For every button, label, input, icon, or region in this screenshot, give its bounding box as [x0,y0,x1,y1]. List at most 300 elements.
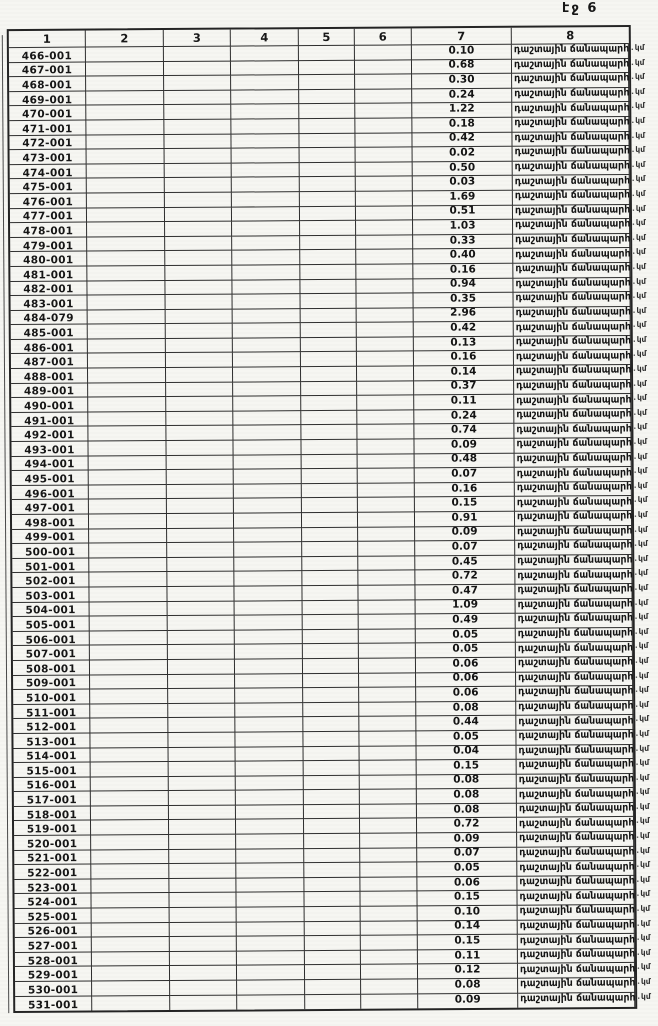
row-unit-label: . կմ [631,43,645,52]
empty-cell [236,878,304,893]
row-value: 0.68 [448,58,475,72]
empty-cell [360,775,417,790]
empty-cell [89,558,167,573]
empty-cell [169,835,236,850]
empty-cell [358,556,415,571]
row-description-cell [514,365,631,380]
row-id-cell [10,179,87,194]
row-unit-label: . կմ [634,451,648,460]
row-id: 531-001 [28,999,79,1012]
row-id: 492-001 [24,429,75,442]
empty-cell [302,469,358,484]
row-description: դաշտային ճանապարհ [514,145,630,158]
row-value-cell [417,760,517,775]
row-description: դաշտային ճանապարհ [513,58,630,71]
row-description-cell [518,978,635,993]
row-description: դաշտային ճանապարհ [514,116,630,129]
row-value-cell [417,847,517,862]
row-unit-label: . կմ [635,700,649,709]
empty-cell [88,354,166,369]
empty-cell [168,645,235,660]
empty-cell [359,731,416,746]
row-id-cell [13,719,90,734]
row-unit-label: . կմ [634,466,648,475]
empty-cell [91,806,169,821]
row-id-cell [14,821,91,836]
empty-cell [360,804,417,819]
empty-cell [237,922,305,937]
row-id-cell [13,690,90,705]
row-description: դաշտային ճանապարհ [516,437,632,450]
row-unit-label: . կմ [636,875,650,884]
row-description-cell [513,204,630,219]
row-value: 0.09 [450,438,478,451]
row-value-cell [416,672,516,687]
row-unit-label: . կմ [632,247,646,256]
empty-cell [170,951,237,966]
row-unit-label: . կմ [633,335,647,344]
row-description-cell [512,117,629,132]
row-id: 501-001 [25,560,76,574]
row-value: 0.07 [451,467,478,480]
empty-cell [231,134,299,149]
row-id: 525-001 [27,910,78,924]
row-value: 1.69 [449,190,476,203]
empty-cell [89,587,167,602]
empty-cell [355,118,412,133]
empty-cell [233,309,301,324]
row-id-cell [14,836,91,851]
row-value: 0.08 [453,803,480,816]
empty-cell [302,586,358,601]
empty-cell [301,323,357,338]
empty-cell [232,221,300,236]
empty-cell [89,485,167,500]
row-value: 0.14 [450,365,477,378]
column-header-8: 8 [512,27,629,45]
row-id: 496-001 [24,487,76,501]
row-value-cell [416,687,516,702]
row-description-cell [516,701,633,716]
row-unit-label: . կմ [631,116,645,125]
row-value: 0.15 [454,934,481,947]
row-id-cell [10,150,87,165]
row-unit-label: . կմ [633,364,647,373]
empty-cell [358,527,415,542]
row-value: 0.06 [453,876,480,889]
row-id: 478-001 [22,225,74,238]
row-value: 0.42 [450,321,477,334]
row-id: 527-001 [27,940,79,953]
empty-cell [236,805,304,820]
row-id-cell [15,967,92,982]
empty-cell [234,513,302,528]
row-id: 487-001 [23,356,75,369]
row-value: 0.05 [453,861,480,874]
empty-cell [165,251,232,266]
empty-cell [305,921,361,936]
row-description: դաշտային ճանապարհ [519,890,635,902]
empty-cell [303,600,359,615]
empty-cell [358,483,415,498]
empty-cell [231,61,299,76]
row-id: 476-001 [22,195,74,209]
row-unit-label: . կմ [636,816,650,825]
row-unit-label: . կմ [634,510,648,519]
row-value: 0.16 [451,482,478,495]
row-description: դաշտային ճանապարհ [518,758,635,771]
row-unit-label: . կմ [637,962,651,971]
row-value-cell [413,264,513,279]
empty-cell [91,850,169,865]
empty-cell [232,280,300,295]
row-id: 479-001 [22,239,74,252]
row-unit-label: . կմ [635,714,649,723]
row-unit-label: . կմ [632,174,646,183]
row-id: 473-001 [22,152,73,165]
row-description: դաշտային ճանապարհ [517,598,633,611]
row-value-cell [412,59,512,74]
empty-cell [168,718,235,733]
row-description: դաշտային ճանապարհ [515,335,632,348]
row-value-cell [415,453,515,468]
empty-cell [302,484,358,499]
row-description: դաշտային ճանապարհ [517,612,634,625]
empty-cell [305,980,361,995]
empty-cell [235,688,303,703]
empty-cell [166,309,233,324]
row-description-cell [513,161,630,176]
row-value-cell [413,205,513,220]
empty-cell [233,353,301,368]
row-unit-label: . կմ [635,685,649,694]
row-value-cell [414,395,514,410]
empty-cell [357,396,414,411]
row-description: դաշտային ճանապարհ [519,860,635,873]
row-value-cell [417,789,517,804]
empty-cell [168,689,235,704]
row-description: դաշտային ճանապարհ [516,408,632,421]
empty-cell [86,135,164,150]
empty-cell [91,893,169,908]
empty-cell [92,908,170,923]
row-value-cell [416,658,516,673]
empty-cell [166,441,233,456]
empty-cell [357,366,414,381]
empty-cell [236,790,304,805]
row-value: 0.15 [453,759,480,772]
row-id: 530-001 [27,983,79,997]
empty-cell [305,994,361,1009]
row-unit-label: . կմ [633,349,647,358]
row-description: դաշտային ճանապարհ [516,510,633,523]
empty-cell [234,586,302,601]
row-description-cell [517,861,634,876]
column-header-5: 5 [299,29,355,46]
empty-cell [169,747,236,762]
row-id: 520-001 [26,837,78,851]
page-number-label: էջ 6 [562,1,599,16]
empty-cell [355,104,412,119]
row-id: 472-001 [22,137,73,150]
row-unit-label: . կմ [632,276,646,285]
row-value-cell [416,716,516,731]
row-value: 0.72 [453,817,480,830]
row-description-cell [518,920,635,935]
row-description-cell [513,175,630,190]
empty-cell [90,602,168,617]
row-id-cell [9,121,86,136]
row-unit-label: . կմ [634,554,648,563]
row-description-cell [512,73,629,88]
empty-cell [165,236,232,251]
empty-cell [164,47,231,62]
row-id-cell [13,675,90,690]
row-description: դաշտային ճանապարհ [519,963,636,975]
row-value: 0.02 [449,146,476,159]
row-description-cell [517,876,634,891]
row-id: 509-001 [25,677,77,690]
empty-cell [359,629,416,644]
row-value-cell [415,541,515,556]
row-value: 0.18 [448,117,475,130]
row-description-cell [518,934,635,949]
empty-cell [235,659,303,674]
row-value: 0.48 [451,452,478,466]
row-id-cell [14,748,91,763]
empty-cell [356,162,413,177]
empty-cell [358,469,415,484]
empty-cell [165,222,232,237]
row-id-cell [15,996,92,1011]
row-value-cell [413,249,513,264]
empty-cell [169,893,236,908]
row-description-cell [512,44,629,59]
column-header-1: 1 [9,31,86,49]
row-id-cell [12,588,89,603]
empty-cell [356,250,413,265]
empty-cell [356,235,413,250]
empty-cell [361,965,418,980]
row-id-cell [13,704,90,719]
row-unit-label: . կմ [631,57,645,66]
empty-cell [164,76,231,91]
row-value: 0.09 [451,525,478,539]
empty-cell [299,104,355,119]
empty-cell [302,571,358,586]
empty-cell [86,76,164,91]
row-value: 0.10 [454,905,481,918]
empty-cell [235,703,303,718]
empty-cell [357,425,414,440]
row-id-cell [14,879,91,894]
row-id: 477-001 [22,210,74,223]
row-description-cell [517,847,634,862]
row-value-cell [413,161,513,176]
empty-cell [233,426,301,441]
row-id-cell [14,777,91,792]
empty-cell [165,193,232,208]
empty-cell [89,543,167,558]
empty-cell [359,615,416,630]
row-description: դաշտային ճանապարհ [515,218,631,231]
row-value-cell [415,585,515,600]
empty-cell [356,264,413,279]
empty-cell [88,295,166,310]
empty-cell [355,133,412,148]
row-value: 1.22 [448,102,475,115]
row-id-cell [15,952,92,967]
row-unit-label: . կմ [632,218,646,227]
empty-cell [236,849,304,864]
row-id: 466-001 [21,49,73,63]
row-id-cell [11,354,88,369]
row-description: դաշտային ճանապարհ [514,160,631,173]
empty-cell [89,470,167,485]
row-id-cell [11,339,88,354]
row-id: 480-001 [23,254,74,267]
row-unit-label: . կմ [636,845,650,854]
empty-cell [358,454,415,469]
row-unit-label: . կմ [632,145,646,154]
empty-cell [359,702,416,717]
row-description-cell [518,963,635,978]
row-description-cell [515,482,632,497]
row-description: դաշտային ճանապարհ [514,131,630,144]
row-description-cell [516,628,633,643]
row-id-cell [11,325,88,340]
row-value-cell [413,147,513,162]
row-id-cell [10,223,87,238]
row-id: 468-001 [21,79,73,92]
row-description-cell [516,613,633,628]
empty-cell [233,367,301,382]
empty-cell [304,834,360,849]
row-id-cell [9,77,86,92]
row-description-cell [517,817,634,832]
empty-cell [89,529,167,544]
row-value-cell [417,804,517,819]
empty-cell [236,761,304,776]
row-unit-label: . կմ [633,422,647,431]
empty-cell [301,411,357,426]
row-description-cell [514,438,631,453]
row-id: 517-001 [26,794,78,807]
row-value-cell [418,950,518,965]
row-unit-label: . կմ [633,306,647,315]
row-id: 514-001 [26,750,77,763]
empty-cell [166,397,233,412]
row-description-cell [516,730,633,745]
empty-cell [234,528,302,543]
row-id: 484-079 [23,312,74,325]
empty-cell [90,718,168,733]
row-id-cell [11,369,88,384]
empty-cell [168,732,235,747]
row-value-cell [418,964,518,979]
row-value-cell [414,380,514,395]
empty-cell [168,616,235,631]
row-id-cell [15,923,92,938]
row-id: 499-001 [24,531,76,544]
empty-cell [168,630,235,645]
row-id: 510-001 [25,692,77,705]
empty-cell [237,951,305,966]
empty-cell [87,266,165,281]
empty-cell [88,310,166,325]
empty-cell [91,864,169,879]
row-id-cell [10,252,87,267]
column-header-4: 4 [231,29,299,46]
empty-cell [360,877,417,892]
row-description: դաշտային ճանապարհ [514,175,631,187]
row-id: 500-001 [25,546,76,559]
row-id: 483-001 [23,298,74,311]
row-id: 513-001 [26,735,77,749]
row-value: 0.51 [449,204,476,217]
empty-cell [231,90,299,105]
row-description: դաշտային ճանապարհ [518,788,635,800]
row-value: 0.24 [450,409,477,422]
row-description: դաշտային ճանապարհ [515,277,631,290]
empty-cell [300,235,356,250]
empty-cell [234,499,302,514]
empty-cell [90,645,168,660]
row-id-cell [11,412,88,427]
row-id: 518-001 [26,808,78,822]
row-unit-label: . կմ [636,831,650,840]
empty-cell [166,426,233,441]
row-unit-label: . կմ [634,568,648,577]
row-value: 0.07 [451,540,478,553]
row-description: դաշտային ճանապարհ [515,321,632,333]
empty-cell [303,732,359,747]
row-description: դաշտային ճանապարհ [515,364,632,377]
row-value-cell [414,337,514,352]
table-body [9,42,651,1012]
empty-cell [361,921,418,936]
row-id-cell [14,894,91,909]
empty-cell [167,455,234,470]
row-id: 486-001 [23,341,75,355]
row-value: 0.11 [450,394,477,407]
row-id: 506-001 [25,633,76,647]
row-description-cell [513,234,630,249]
empty-cell [164,61,231,76]
row-description: դաշտային ճանապարհ [517,642,634,654]
row-unit-label: . կմ [633,320,647,329]
row-description-cell [514,394,631,409]
row-value: 0.74 [450,423,477,436]
empty-cell [233,338,301,353]
row-id-cell [14,850,91,865]
empty-cell [169,820,236,835]
row-value-cell [418,906,518,921]
row-value-cell [416,614,516,629]
empty-cell [358,542,415,557]
row-value: 2.96 [450,306,477,320]
empty-cell [359,600,416,615]
empty-cell [234,572,302,587]
row-description-cell [513,219,630,234]
row-value: 0.91 [451,511,478,524]
empty-cell [304,878,360,893]
empty-cell [305,936,361,951]
empty-cell [86,91,164,106]
row-id: 488-001 [23,370,75,384]
row-value-cell [417,745,517,760]
empty-cell [358,512,415,527]
